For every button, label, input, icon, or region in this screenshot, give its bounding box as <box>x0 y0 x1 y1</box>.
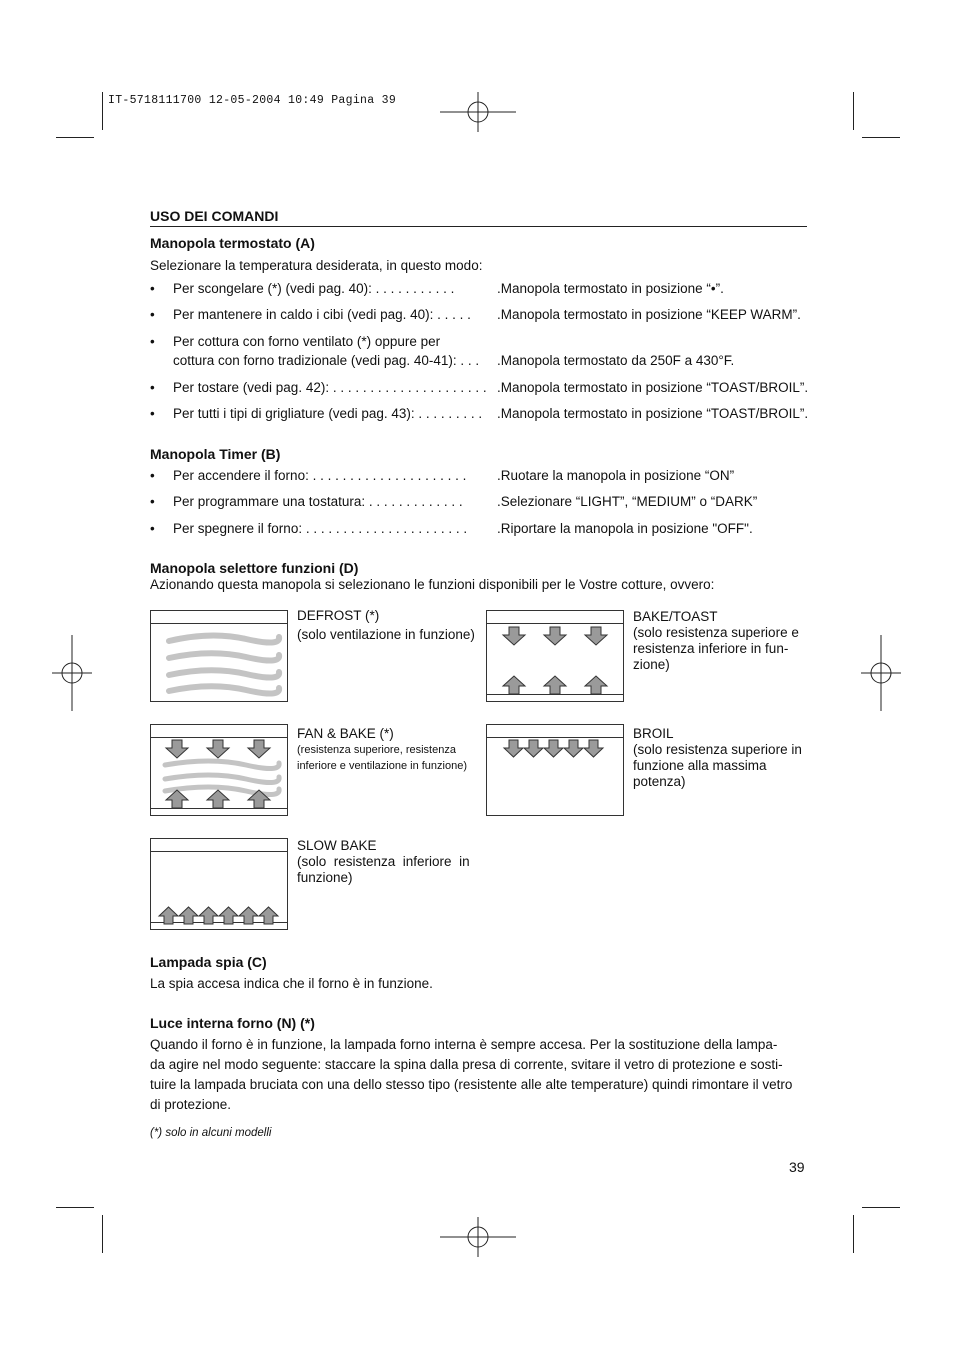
light-title: Luce interna forno (N) (*) <box>150 1015 315 1031</box>
lamp-text: La spia accesa indica che il forno è in funzione. <box>150 976 433 991</box>
thermostat-intro: Selezionare la temperatura desiderata, in questo modo: <box>150 258 483 273</box>
fan-bake-diagram <box>150 724 288 816</box>
thermostat-row-label: Per tutti i tipi di grigliature (vedi pag. 43): . . . . . . . . . <box>173 406 483 421</box>
thermostat-row-label: Per tostare (vedi pag. 42): . . . . . . . . . . . . . . . . . . . . . <box>173 380 487 395</box>
broil-desc: (solo resistenza superiore in <box>633 742 802 757</box>
timer-row-value: .Ruotare la manopola in posizione “ON” <box>497 468 735 483</box>
broil-desc: potenza) <box>633 774 686 789</box>
thermostat-title: Manopola termostato (A) <box>150 235 315 251</box>
top-heating-icon <box>487 725 623 815</box>
heating-arrows-icon <box>487 611 623 701</box>
page-number: 39 <box>789 1159 805 1175</box>
fan-bake-desc: (resistenza superiore, resistenza <box>297 744 456 756</box>
light-text-line: tuire la lampada bruciata con una dello stesso tipo (resistente alle alte temperature) quindi rimontare il vetro <box>150 1077 793 1092</box>
timer-row-value: .Selezionare “LIGHT”, “MEDIUM” o “DARK” <box>497 494 758 509</box>
thermostat-row-value: .Manopola termostato in posizione “•”. <box>497 281 724 296</box>
bake-toast-caption <box>633 609 799 673</box>
slow-bake-desc: funzione) <box>297 870 353 885</box>
bake-toast-name: BAKE/TOAST <box>633 609 718 624</box>
timer-row-label: Per spegnere il forno: . . . . . . . . . . . . . . . . . . . . . . <box>173 521 468 536</box>
timer-row-label: Per accendere il forno: . . . . . . . . . . . . . . . . . . . . . <box>173 468 467 483</box>
print-header: IT-5718111700 12-05-2004 10:49 Pagina 39 <box>108 94 397 107</box>
broil-desc: funzione alla massima <box>633 758 767 773</box>
thermostat-row-label: Per cottura con forno ventilato (*) oppure per <box>173 334 441 349</box>
defrost-caption <box>297 608 475 643</box>
thermostat-row-value: .Manopola termostato in posizione “TOAST/BROIL”. <box>497 380 809 395</box>
timer-title: Manopola Timer (B) <box>150 446 281 462</box>
slow-bake-caption <box>297 838 481 886</box>
thermostat-row-label: Per scongelare (*) (vedi pag. 40): . . . . . . . . . . . <box>173 281 455 296</box>
broil-caption <box>633 726 802 790</box>
defrost-name: DEFROST (*) <box>297 608 380 623</box>
thermostat-row-value: .Manopola termostato in posizione “KEEP WARM”. <box>497 307 801 322</box>
section-title: USO DEI COMANDI <box>150 208 807 227</box>
footnote: (*) solo in alcuni modelli <box>150 1127 272 1139</box>
fan-bake-caption <box>297 726 467 774</box>
selector-title: Manopola selettore funzioni (D) <box>150 560 359 576</box>
selector-intro: Azionando questa manopola si selezionano le funzioni disponibili per le Vostre cotture, ovvero: <box>150 577 715 592</box>
light-text-line: di protezione. <box>150 1097 232 1112</box>
bake-toast-desc: (solo resistenza superiore e <box>633 625 799 640</box>
slow-bake-diagram <box>150 838 288 930</box>
light-text <box>150 1035 807 1115</box>
bottom-heating-icon <box>151 839 287 929</box>
light-text-line: da agire nel modo seguente: staccare la spina dalla presa di corrente, svitare il vetro di protezione e sosti- <box>150 1057 783 1072</box>
broil-diagram <box>486 724 624 816</box>
light-text-line: Quando il forno è in funzione, la lampada forno interna è sempre accesa. Per la sostituzione della lampa- <box>150 1037 778 1052</box>
fan-heating-icon <box>151 725 287 815</box>
broil-name: BROIL <box>633 726 674 741</box>
slow-bake-name: SLOW BAKE <box>297 838 377 853</box>
fan-bake-name: FAN & BAKE (*) <box>297 726 394 741</box>
bake-toast-diagram <box>486 610 624 702</box>
timer-row-value: .Riportare la manopola in posizione "OFF". <box>497 521 753 536</box>
timer-row-label: Per programmare una tostatura: . . . . . . . . . . . . . <box>173 494 463 509</box>
bake-toast-desc: zione) <box>633 657 670 672</box>
thermostat-row-value: .Manopola termostato in posizione “TOAST/BROIL”. <box>497 406 809 421</box>
thermostat-row-label: cottura con forno tradizionale (vedi pag. 40-41): . . . <box>173 353 480 368</box>
fan-bake-desc: inferiore e ventilazione in funzione) <box>297 760 467 772</box>
lamp-title: Lampada spia (C) <box>150 954 267 970</box>
defrost-desc: (solo ventilazione in funzione) <box>297 627 475 642</box>
slow-bake-desc: (solo resistenza inferiore in <box>297 854 470 869</box>
air-flow-icon <box>151 611 287 701</box>
defrost-diagram <box>150 610 288 702</box>
bake-toast-desc: resistenza inferiore in fun- <box>633 641 789 656</box>
thermostat-row-value: .Manopola termostato da 250F a 430°F. <box>497 353 735 368</box>
thermostat-row-label: Per mantenere in caldo i cibi (vedi pag. 40): . . . . . <box>173 307 471 322</box>
